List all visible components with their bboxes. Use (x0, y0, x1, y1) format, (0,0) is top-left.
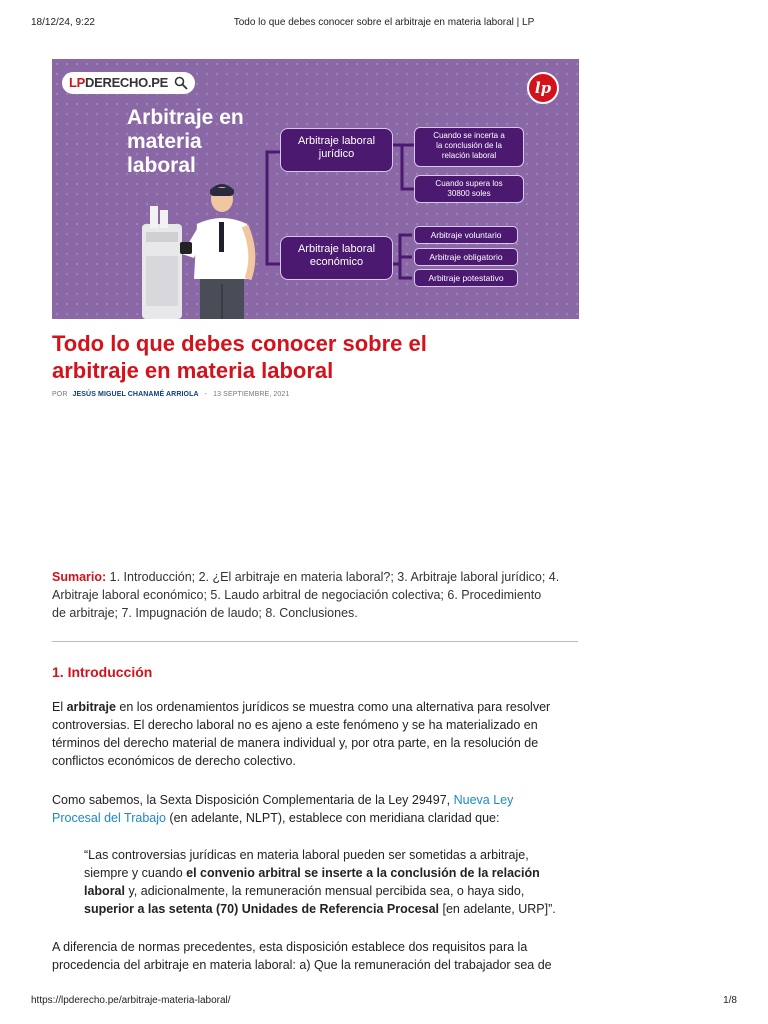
summary-text: de arbitraje; 7. Impugnación de laudo; 8. Conclusiones. (52, 606, 358, 620)
headline-line: Todo lo que debes conocer sobre el (52, 331, 427, 356)
text-run: Como sabemos, la Sexta Disposición Complementaria de la Ley 29497, (52, 793, 454, 807)
node-arbitraje-obligatorio: Arbitraje obligatorio (414, 248, 518, 266)
node-label-line: la conclusión de la (436, 141, 502, 150)
node-label-line: económico (309, 256, 364, 268)
author-link[interactable]: JESÚS MIGUEL CHANAMÉ ARRIOLA (72, 391, 199, 398)
print-datetime: 18/12/24, 9:22 (31, 17, 95, 28)
node-label-line: 30800 soles (447, 189, 491, 198)
byline-prefix: POR (52, 391, 68, 398)
blockquote (84, 846, 574, 918)
print-url: https://lpderecho.pe/arbitraje-materia-laboral/ (31, 995, 231, 1006)
node-label-line: relación laboral (441, 151, 497, 160)
logo-lp-text: LP (69, 75, 86, 90)
text-run: (en adelante, NLPT), establece con meridiana claridad que: (165, 811, 500, 825)
print-page-title: Todo lo que debes conocer sobre el arbitraje en materia laboral | LP (233, 17, 535, 28)
print-footer (0, 995, 768, 1009)
bold-term: arbitraje (66, 700, 116, 714)
featured-image (52, 59, 579, 319)
headline-line: arbitraje en materia laboral (52, 358, 334, 383)
text-run: siempre y cuando (84, 866, 187, 880)
section-heading-introduccion: 1. Introducción (52, 664, 153, 680)
summary-text: 1. Introducción; 2. ¿El arbitraje en materia laboral?; 3. Arbitraje laboral jurídico; 4. (106, 570, 560, 584)
text-line: términos del derecho material de manera individual y, por otra parte, en la resolución de (52, 736, 539, 750)
text-line: A diferencia de normas precedentes, esta disposición establece dos requisitos para la (52, 940, 528, 954)
banner-title-line: laboral (127, 154, 196, 177)
text-line: controversias. El derecho laboral no es ajeno a este fenómeno y se ha materializado en (52, 718, 538, 732)
summary-label: Sumario: (52, 570, 107, 584)
node-label-line: Arbitraje laboral (297, 243, 376, 255)
article-summary (52, 568, 579, 622)
node-label-line: Arbitraje laboral (297, 135, 376, 147)
section-divider (52, 641, 578, 642)
procesal-trabajo-link[interactable]: Procesal del Trabajo (52, 811, 166, 825)
nueva-ley-link[interactable]: Nueva Ley (453, 793, 514, 807)
node-arbitraje-juridico (280, 128, 393, 172)
byline-separator: - (204, 391, 208, 398)
article-byline (52, 391, 289, 398)
node-arbitraje-economico (280, 236, 393, 280)
summary-text: Arbitraje laboral económico; 5. Laudo arbitral de negociación colectiva; 6. Procedimiento (52, 588, 542, 602)
node-label-line: Cuando supera los (435, 179, 503, 188)
print-header (0, 17, 768, 31)
node-arbitraje-voluntario: Arbitraje voluntario (414, 226, 518, 244)
banner-title-line: Arbitraje en (127, 106, 244, 129)
node-arbitraje-potestativo: Arbitraje potestativo (414, 269, 518, 287)
bold-run: laboral (84, 884, 125, 898)
publish-date: 13 SEPTIEMBRE, 2021 (213, 391, 290, 398)
text-line: procedencia del arbitraje en materia laboral: a) Que la remuneración del trabajador sea de (52, 958, 552, 972)
text-run: en los ordenamientos jurídicos se muestra como una alternativa para resolver (115, 700, 551, 714)
node-supera-soles (414, 175, 524, 203)
node-label-line: Cuando se incerta a (433, 131, 505, 140)
text-run: y, adicionalmente, la remuneración mensual percibida sea, o haya sido, (125, 884, 525, 898)
text-line: conflictos económicos de derecho colectivo. (52, 754, 296, 768)
bold-run: el convenio arbitral se inserte a la conclusión de la relación (186, 866, 540, 880)
paragraph-intro (52, 698, 579, 770)
logo-rest-text: DERECHO.PE (85, 75, 168, 90)
text-run: El (52, 700, 67, 714)
bold-run: superior a las setenta (70) Unidades de Referencia Procesal (84, 902, 440, 916)
paragraph-requisitos (52, 938, 579, 974)
text-run: [en adelante, URP]”. (439, 902, 556, 916)
node-label-line: jurídico (318, 148, 355, 160)
banner-title-line: materia (127, 130, 202, 153)
node-conclusion-relacion (414, 127, 524, 167)
page-number: 1/8 (723, 995, 737, 1006)
article-headline (52, 330, 572, 384)
quote-line: “Las controversias jurídicas en materia laboral pueden ser sometidas a arbitraje, (84, 848, 529, 862)
paragraph-nlpt (52, 791, 579, 827)
lp-circle-logo: lp (527, 72, 559, 104)
